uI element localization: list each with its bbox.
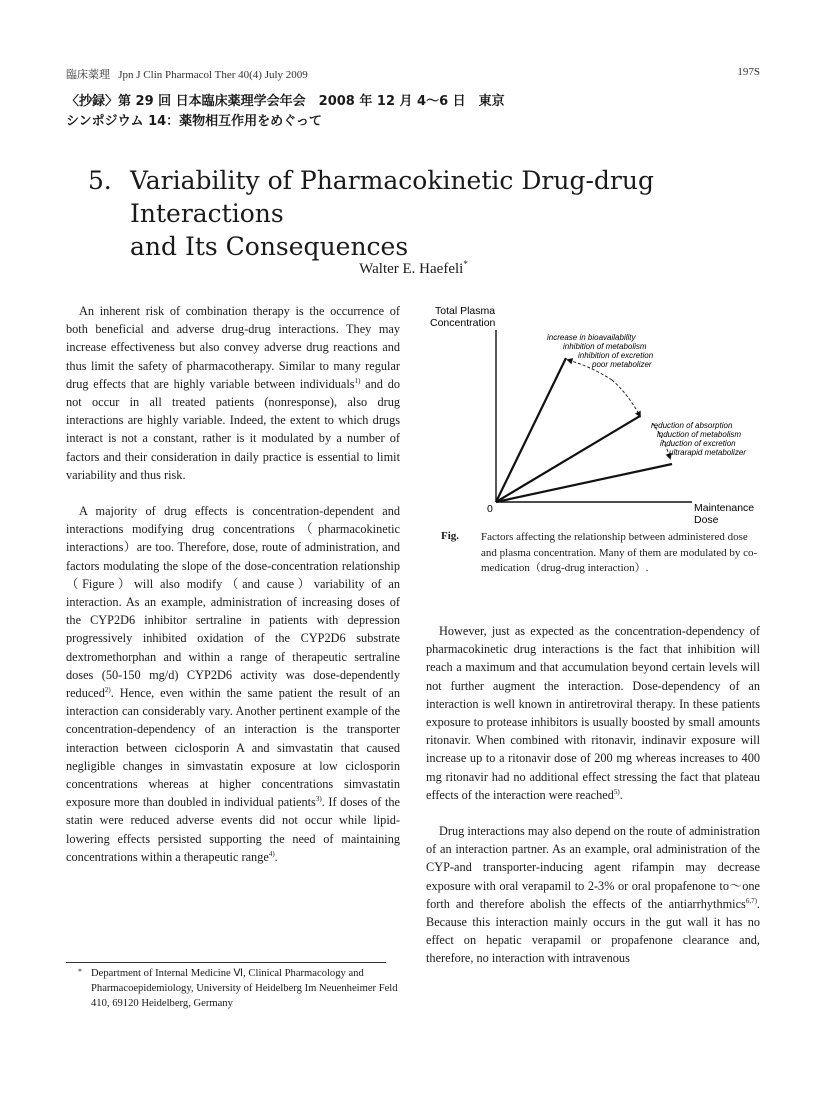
paragraph-2-text-d: . [274, 849, 278, 864]
article-title [88, 164, 768, 263]
x-axis-label-line-2: Dose [694, 514, 719, 526]
shallow-dose-line [496, 464, 672, 502]
x-axis-label-line-1: Maintenance [694, 502, 755, 514]
article-number: 5． [88, 166, 129, 195]
annotation-upper-3: inhibition of excretion [578, 351, 654, 360]
author-affiliation-mark: * [463, 259, 468, 269]
reference-1: 1) [354, 376, 361, 385]
journal-citation [66, 66, 308, 82]
annotation-lower-4: ultrarapid metabolizer [669, 448, 746, 457]
page-number: 197S [737, 66, 760, 78]
figure-label: Fig. [441, 530, 460, 542]
paragraph-1-text-b: and do not occur in all treated patients (nonresponse), also drug interactions are highly variable. Indeed, the extent to which drugs interact is not a constant, rather is it modulated by a number of factors and their consideration in daily practice is essential to limit variability and thus risk. [66, 376, 400, 482]
paragraph-2-text-c: . If doses of the statin were reduced adverse events did not occur while lipid-lowering effects persisted supporting the need of maintaining concentrations within a therapeutic range [66, 795, 400, 864]
paragraph-4 [426, 822, 760, 968]
annotation-upper-2: inhibition of metabolism [563, 342, 647, 351]
meeting-line-1: 〈抄録〉第 29 回 日本臨床薬理学会年会 2008 年 12 月 4〜6 日 東京 [66, 94, 505, 109]
reference-3: 3) [315, 795, 322, 804]
paragraph-2-text-a: A majority of drug effects is concentration-dependent and interactions modifying drug concentrations（pharmacokinetic interactions）are too. Therefore, dose, route of administration, and factors modulating the slope of the dose-concentration relationship（Figure）will also modify（and cause）variability of an interaction. As an example, administration of increasing doses of the CYP2D6 inhibitor sertraline in patients with depression progressively inhibited oxidation of the CYP2D6 substrate dextromethorphan and within a range of therapeutic sertraline doses (50-150 mg/d) CYP2D6 activity was dose-dependently reduced [66, 504, 400, 701]
y-axis-label-line-2: Concentration [430, 317, 496, 329]
paragraph-3-text-a: However, just as expected as the concentration-dependency of pharmacokinetic drug interactions is the fact that inhibition will reach a maximum and that accumulation beyond certain levels will not further augment the interaction. Dose-dependency of an interaction is well known in antiretroviral therapy. In these patients exposure to protease inhibitors is usually boosted by small amounts ritonavir. When combined with ritonavir, indinavir exposure will increase up to a ritonavir dose of 200 mg whereas increases to 400 mg ritonavir had no additional effect stressing the fact that plateau effects of the interaction were reached [426, 624, 760, 802]
author [0, 259, 827, 278]
title-line-1: Variability of Pharmacokinetic Drug-drug Interactions [130, 166, 654, 228]
reference-2: 2) [104, 685, 111, 694]
paragraph-2-text-b: . Hence, even within the same patient the result of an interaction can considerably vary. Another pertinent example of the concentration-dependency of an interaction is the transporter interaction between ciclosporin A and simvastatin that caused negligible changes in simvastatin exposure at low ciclosporin concentrations whereas at higher concentrations simvastatin exposure more than doubled in individual patients [66, 686, 400, 810]
annotation-upper-4: poor metabolizer [592, 360, 652, 369]
reference-4: 4) [268, 849, 275, 858]
dose-concentration-figure [420, 298, 770, 530]
annotation-lower-3: induction of excretion [660, 439, 736, 448]
journal-name-jp: 臨床薬理 [66, 68, 110, 81]
reference-6-7: 6,7) [745, 896, 757, 905]
origin-label: 0 [487, 503, 493, 515]
paragraph-2 [66, 502, 400, 866]
title-line-2: and Its Consequences [130, 232, 409, 261]
footnote [78, 966, 400, 1011]
annotation-lower-2: induction of metabolism [657, 430, 742, 439]
increase-arrow-right [612, 380, 640, 416]
paragraph-4-text-b: . Because this interaction mainly occurs in the gut wall it has no effect on hepatic verapamil or propafenone clearance and, therefore, no interaction with intravenous [426, 896, 760, 966]
right-column [426, 622, 760, 968]
paragraph-3 [426, 622, 760, 804]
left-column [66, 302, 400, 866]
paragraph-3-text-b: . [619, 787, 623, 802]
meeting-header [66, 92, 505, 132]
meeting-line-2: シンポジウム 14：薬物相互作用をめぐって [66, 114, 322, 129]
reference-5: 5) [613, 787, 620, 796]
footnote-text: Department of Internal Medicine Ⅵ, Clinical Pharmacology and Pharmacoepidemiology, University of Heidelberg Im Neuenheimer Feld 410, 69120 Heidelberg, Germany [91, 968, 398, 1009]
footnote-divider [66, 962, 386, 963]
author-name: Walter E. Haefeli [359, 261, 464, 277]
annotation-upper-1: increase in bioavailability [547, 333, 636, 342]
journal-name-en: Jpn J Clin Pharmacol Ther 40(4) July 2009 [118, 69, 308, 81]
paragraph-1 [66, 302, 400, 484]
paragraph-4-text-a: Drug interactions may also depend on the route of administration of an interaction partner. As an example, oral administration of the CYP-and transporter-inducing agent rifampin may decrease exposure with oral verapamil to 2-3% or oral propafenone to〜one forth and therefore abolish the effects of the antiarrhythmics [426, 824, 760, 911]
figure-caption: Factors affecting the relationship between administered dose and plasma concentration. Many of them are modulated by co-medication（drug-drug interaction）. [481, 531, 758, 574]
lower-annotations [651, 421, 746, 457]
y-axis-label-line-1: Total Plasma [435, 305, 496, 317]
footnote-mark: * [78, 967, 82, 976]
annotation-lower-1: reduction of absorption [651, 421, 733, 430]
paragraph-1-text-a: An inherent risk of combination therapy is the occurrence of both beneficial and adverse drug-drug interactions. They may increase effectiveness but also convey adverse drug reactions and thus limit the safety of pharmacotherapy. Similar to many regular drug effects that are highly variable between individuals [66, 304, 400, 391]
